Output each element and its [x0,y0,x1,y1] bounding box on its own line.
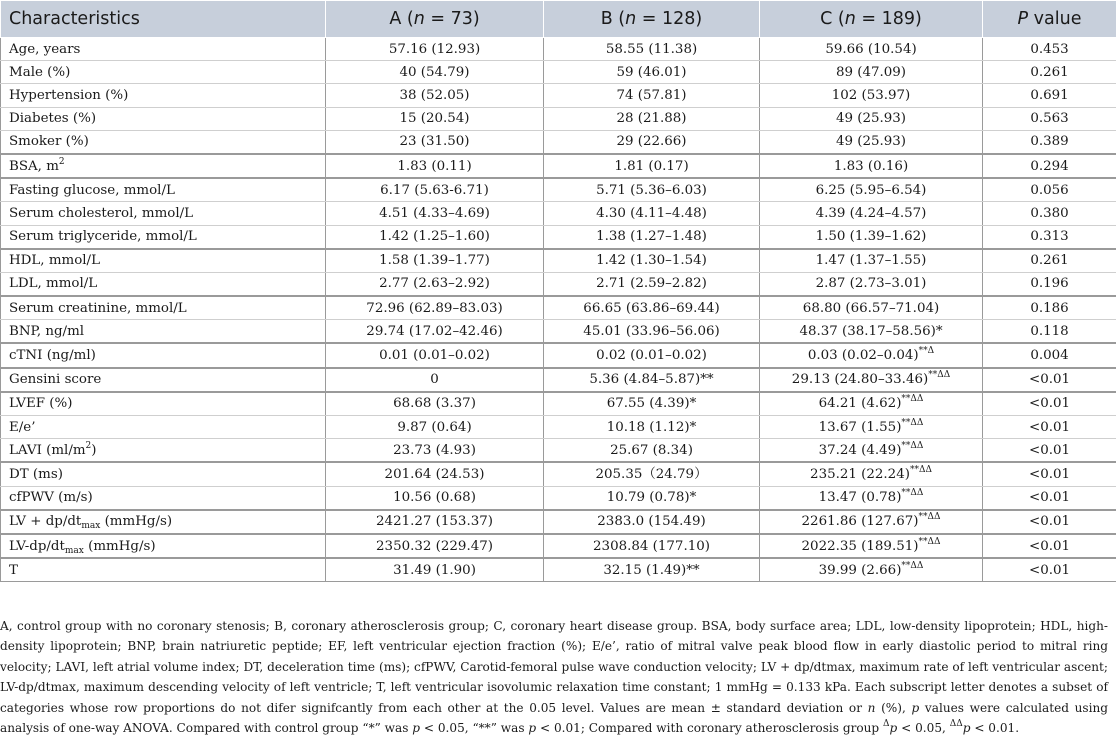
row-label: Gensini score [1,368,326,392]
p-value: 0.691 [983,84,1116,107]
row-label: Smoker (%) [1,130,326,154]
p-value: <0.01 [983,416,1116,439]
p-value: <0.01 [983,368,1116,392]
value-group-a: 2421.27 (153.37) [326,510,544,534]
row-label: LDL, mmol/L [1,272,326,296]
value-group-c: 2022.35 $(189.51)^{**\Delta\Delta}$ [760,534,983,558]
value-group-b: 66.65 (63.86–69.44) [544,296,760,320]
value-group-c: 59.66 (10.54) [760,38,983,61]
value-group-a: 29.74 (17.02–42.46) [326,320,544,344]
value-group-c: 1.50 (1.39–1.62) [760,225,983,249]
row-label: cTNI (ng/ml) [1,343,326,367]
value-group-a: 23.73 (4.93) [326,439,544,463]
value-group-b: 28 (21.88) [544,107,760,130]
value-group-c: 235.21 $(22.24)^{**\Delta\Delta}$ [760,462,983,486]
row-label: E/e’ [1,416,326,439]
value-group-c: 2.87 (2.73–3.01) [760,272,983,296]
value-group-b: 29 (22.66) [544,130,760,154]
table-row [1,510,1116,534]
value-group-b: 58.55 (11.38) [544,38,760,61]
table-row [1,368,1116,392]
value-group-b: 0.02 (0.01–0.02) [544,343,760,367]
value-group-c: 2261.86 $(127.67)^{**\Delta\Delta}$ [760,510,983,534]
value-group-a: 38 (52.05) [326,84,544,107]
p-value: 0.196 [983,272,1116,296]
row-label: T [1,558,326,582]
table-row [1,249,1116,273]
value-group-a: 72.96 (62.89–83.03) [326,296,544,320]
value-group-b: 10.18 (1.12)* [544,416,760,439]
table-row [1,486,1116,510]
value-group-a: 9.87 (0.64) [326,416,544,439]
value-group-c: 0.03 $(0.02-0.04)^{**\Delta}$ [760,343,983,367]
value-group-c: 102 (53.97) [760,84,983,107]
header-group-b: B (n = 128) [544,1,760,38]
table-row [1,130,1116,154]
p-value: <0.01 [983,439,1116,463]
table-row [1,178,1116,202]
row-label: Fasting glucose, mmol/L [1,178,326,202]
p-value: 0.056 [983,178,1116,202]
value-group-b: 1.81 (0.17) [544,154,760,178]
table-row [1,439,1116,463]
value-group-b: 32.15 (1.49)** [544,558,760,582]
table-row [1,202,1116,225]
p-value: 0.453 [983,38,1116,61]
table-row [1,61,1116,84]
value-group-a: 0.01 (0.01–0.02) [326,343,544,367]
row-label: Serum cholesterol, mmol/L [1,202,326,225]
value-group-a: 31.49 (1.90) [326,558,544,582]
table-header [1,1,1116,38]
value-group-c: 68.80 (66.57–71.04) [760,296,983,320]
value-group-b: 1.42 (1.30–1.54) [544,249,760,273]
value-group-c: 13.67 $(1.55)^{**\Delta\Delta}$ [760,416,983,439]
value-group-b: 1.38 (1.27–1.48) [544,225,760,249]
table-row [1,38,1116,61]
table-footnote: A, control group with no coronary stenosis; B, coronary atherosclerosis group; C, coronary heart disease group. BSA, body surface area; LDL, low-density lipoprotein; HDL, high-density lipoprotein; BNP, brain natriuretic peptide; EF, left ventricular ejection fraction (%); E/e’, ratio of mitral valve peak blood flow in early diastolic period to mitral ring velocity; LAVI, left atrial volume index; DT, deceleration time (ms); cfPWV, Carotid-femoral pulse wave conduction velocity; LV + dp/dtmax, maximum rate of left ventricular ascent; LV-dp/dtmax, maximum descending velocity of left ventricle; T, left ventricular isovolumic relaxation time constant; 1 mmHg = 0.133 kPa. Each subscript letter denotes a subset of categories whose row proportions do not difer signifcantly from each other at the 0.05 level. Values are mean ± standard deviation or n (%), p values were calculated using analysis of one-way ANOVA. Compared with control group “*” was p < 0.05, “**” was p < 0.01; Compared with coronary atherosclerosis group $^\Delta$p < 0.05, $^{\Delta\Delta}$p < 0.01. [0,619,1109,736]
value-group-a: 15 (20.54) [326,107,544,130]
row-label: Serum triglyceride, mmol/L [1,225,326,249]
value-group-b: 205.35（24.79） [544,462,760,486]
row-label: BNP, ng/ml [1,320,326,344]
table-row [1,462,1116,486]
value-group-a: 57.16 (12.93) [326,38,544,61]
table-row [1,558,1116,582]
value-group-a: 40 (54.79) [326,61,544,84]
value-group-b: 2308.84 (177.10) [544,534,760,558]
p-value: <0.01 [983,558,1116,582]
row-label: cfPWV (m/s) [1,486,326,510]
table-row [1,416,1116,439]
p-value: 0.380 [983,202,1116,225]
value-group-a: 0 [326,368,544,392]
p-value: 0.186 [983,296,1116,320]
value-group-c: 89 (47.09) [760,61,983,84]
row-label: Serum creatinine, mmol/L [1,296,326,320]
value-group-a: 6.17 (5.63-6.71) [326,178,544,202]
value-group-b: 45.01 (33.96–56.06) [544,320,760,344]
value-group-c: 49 (25.93) [760,130,983,154]
value-group-a: 2.77 (2.63–2.92) [326,272,544,296]
table-row [1,343,1116,367]
value-group-c: 49 (25.93) [760,107,983,130]
value-group-a: 1.42 (1.25–1.60) [326,225,544,249]
row-label: $LV-dp/dt_{max}$ (mmHg/s) [1,534,326,558]
table-row [1,320,1116,344]
p-value: 0.261 [983,249,1116,273]
value-group-b: 25.67 (8.34) [544,439,760,463]
p-value: <0.01 [983,534,1116,558]
table-row [1,225,1116,249]
value-group-c: 13.47 $(0.78)^{**\Delta\Delta}$ [760,486,983,510]
row-label: HDL, mmol/L [1,249,326,273]
value-group-b: 2383.0 (154.49) [544,510,760,534]
p-value: <0.01 [983,392,1116,416]
header-characteristics: Characteristics [1,1,326,38]
header-group-a: A (n = 73) [326,1,544,38]
p-value: <0.01 [983,510,1116,534]
value-group-b: 5.36 (4.84–5.87)** [544,368,760,392]
value-group-b: 4.30 (4.11–4.48) [544,202,760,225]
value-group-b: 67.55 (4.39)* [544,392,760,416]
value-group-a: 201.64 (24.53) [326,462,544,486]
p-value: 0.313 [983,225,1116,249]
value-group-c: 64.21 $(4.62)^{**\Delta\Delta}$ [760,392,983,416]
table-row [1,272,1116,296]
p-value: 0.004 [983,343,1116,367]
table-row [1,296,1116,320]
value-group-c: 37.24 $(4.49)^{**\Delta\Delta}$ [760,439,983,463]
table-row [1,534,1116,558]
row-label: Male (%) [1,61,326,84]
value-group-c: 1.47 (1.37–1.55) [760,249,983,273]
header-group-c: C (n = 189) [760,1,983,38]
value-group-a: 1.83 (0.11) [326,154,544,178]
value-group-b: 74 (57.81) [544,84,760,107]
value-group-a: 23 (31.50) [326,130,544,154]
p-value: <0.01 [983,486,1116,510]
table-row [1,84,1116,107]
value-group-a: 4.51 (4.33–4.69) [326,202,544,225]
value-group-b: 2.71 (2.59–2.82) [544,272,760,296]
row-label: BSA, $m^2$ [1,154,326,178]
value-group-b: 5.71 (5.36–6.03) [544,178,760,202]
value-group-a: 68.68 (3.37) [326,392,544,416]
p-value: 0.389 [983,130,1116,154]
value-group-c: 39.99 $(2.66)^{**\Delta\Delta}$ [760,558,983,582]
value-group-c: 4.39 (4.24–4.57) [760,202,983,225]
value-group-c: 1.83 (0.16) [760,154,983,178]
value-group-c: 29.13 $(24.80-33.46)^{**\Delta\Delta}$ [760,368,983,392]
row-label: Age, years [1,38,326,61]
value-group-c: 6.25 (5.95–6.54) [760,178,983,202]
p-value: 0.261 [983,61,1116,84]
row-label: Diabetes (%) [1,107,326,130]
row-label: Hypertension (%) [1,84,326,107]
row-label: LV + $dp/dt_{max}$ (mmHg/s) [1,510,326,534]
value-group-b: 10.79 (0.78)* [544,486,760,510]
table-body [1,38,1116,582]
value-group-b: 59 (46.01) [544,61,760,84]
value-group-a: 1.58 (1.39–1.77) [326,249,544,273]
value-group-c: 48.37 (38.17–58.56)* [760,320,983,344]
p-value: <0.01 [983,462,1116,486]
value-group-a: 2350.32 (229.47) [326,534,544,558]
p-value: 0.118 [983,320,1116,344]
table-row [1,392,1116,416]
p-value: 0.563 [983,107,1116,130]
header-p-value: P value [983,1,1116,38]
row-label: DT (ms) [1,462,326,486]
row-label: LAVI $(ml/m^2)$ [1,439,326,463]
table-row [1,107,1116,130]
p-value: 0.294 [983,154,1116,178]
row-label: LVEF (%) [1,392,326,416]
value-group-a: 10.56 (0.68) [326,486,544,510]
table-row [1,154,1116,178]
